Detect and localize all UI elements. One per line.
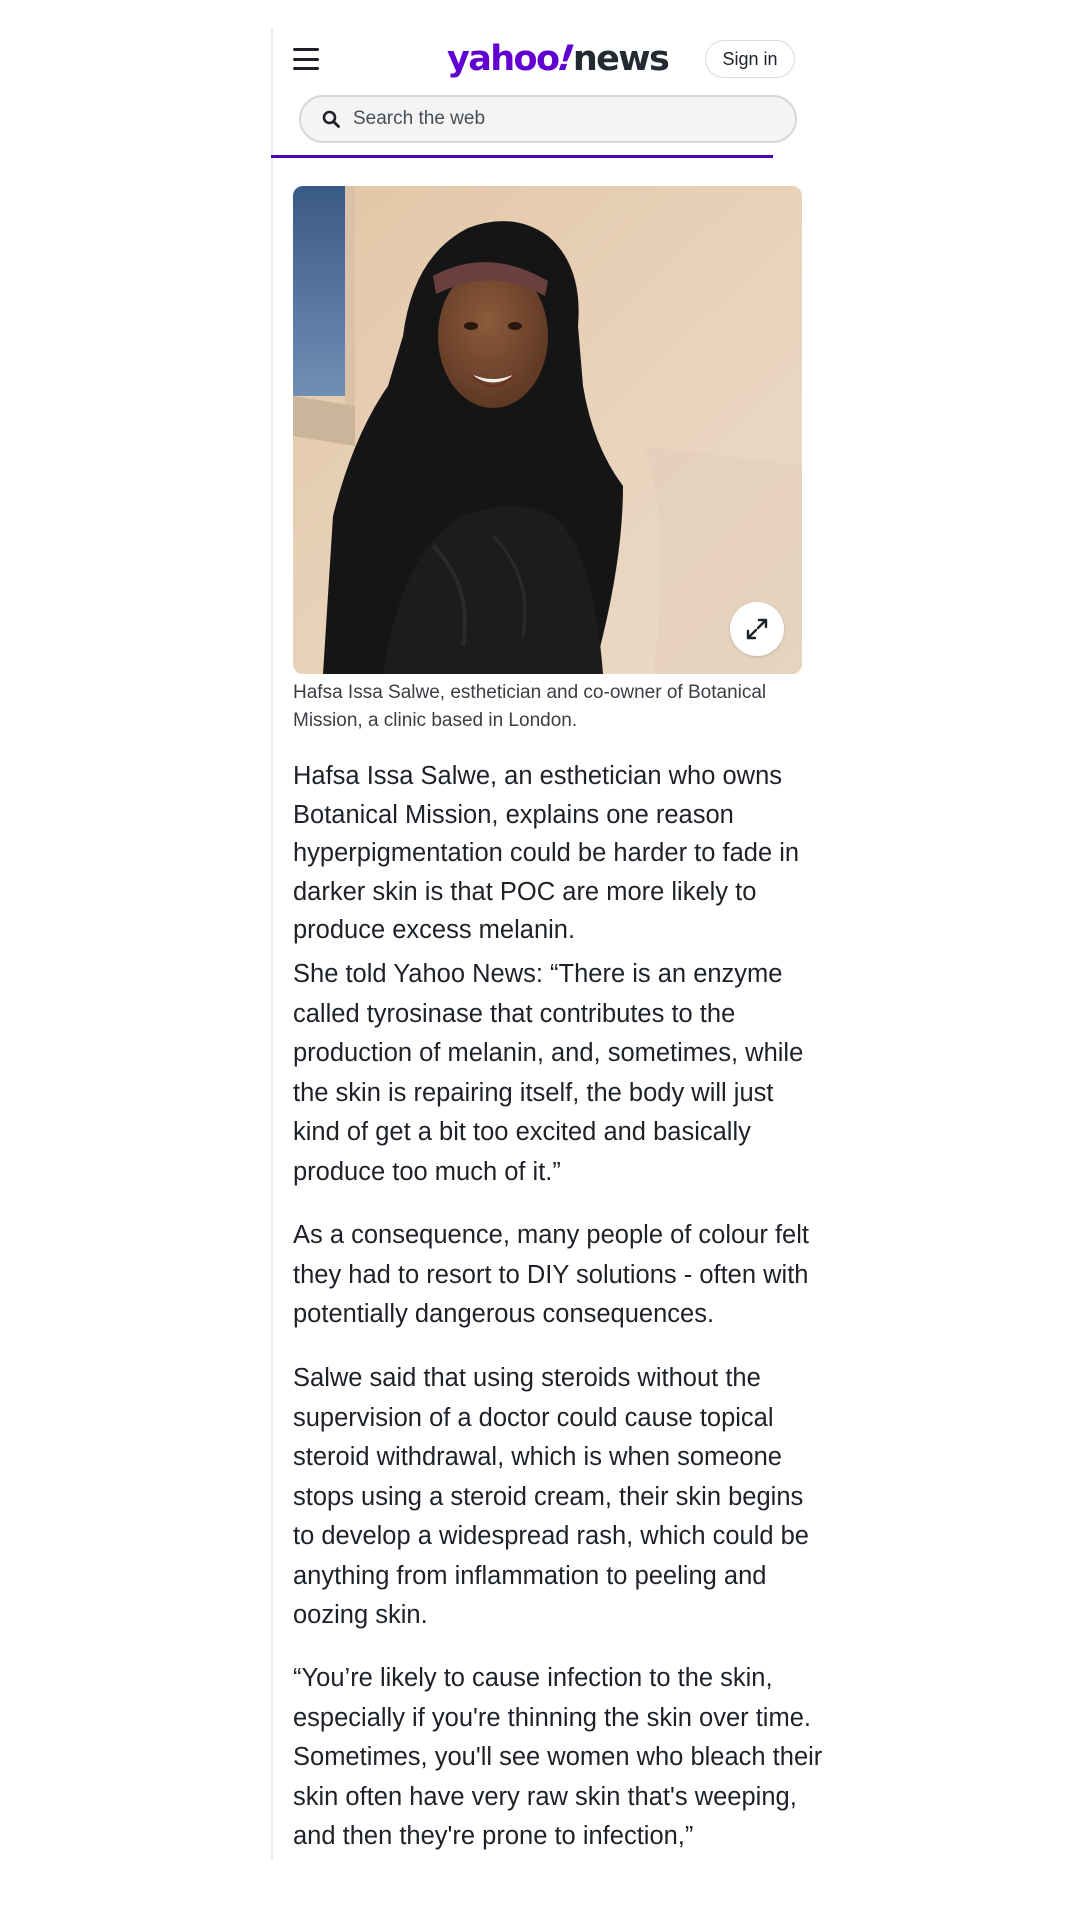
search-bar[interactable] — [299, 95, 797, 143]
logo-exclamation: ! — [555, 39, 576, 79]
article-paragraph: Hafsa Issa Salwe, an esthetician who owns Botanical Mission, explains one reason hyperpigmentation could be harder to fade in darker skin is that POC are more likely to produce excess melanin. — [293, 762, 800, 944]
page-left-divider — [271, 28, 273, 1860]
hamburger-menu-icon[interactable] — [293, 48, 319, 70]
article-paragraph: She told Yahoo News: “There is an enzyme called tyrosinase that contributes to the production of melanin, and, sometimes, while the skin is repairing itself, the body will just kind of get a bit too excited and basically produce too much of it.” — [293, 960, 804, 1186]
logo-news-text: news — [572, 39, 669, 79]
sign-in-button[interactable]: Sign in — [705, 40, 795, 78]
article-paragraph: Salwe said that using steroids without the supervision of a doctor could cause topical steroid withdrawal, which is when someone stops using a steroid cream, their skin begins to develop a widespread rash, which could be anything from inflammation to peeling and oozing skin. — [293, 1364, 809, 1629]
logo-yahoo-text: yahoo — [447, 39, 559, 79]
search-input[interactable]: Search the web — [353, 108, 486, 129]
expand-icon — [745, 617, 769, 641]
search-icon — [321, 109, 341, 129]
article-paragraph: As a consequence, many people of colour felt they had to resort to DIY solutions - often with potentially dangerous consequences. — [293, 1221, 809, 1328]
expand-image-button[interactable] — [730, 602, 784, 656]
article-photo — [293, 186, 802, 674]
image-caption: Hafsa Issa Salwe, esthetician and co-owner of Botanical Mission, a clinic based in London. — [293, 682, 767, 731]
header-underline — [271, 155, 773, 158]
article-paragraph: “You’re likely to cause infection to the skin, especially if you're thinning the skin over time. Sometimes, you'll see women who bleach their skin often have very raw skin that's weeping, and then they're prone to infection,” — [293, 1664, 823, 1850]
yahoo-news-logo[interactable] — [447, 37, 668, 81]
